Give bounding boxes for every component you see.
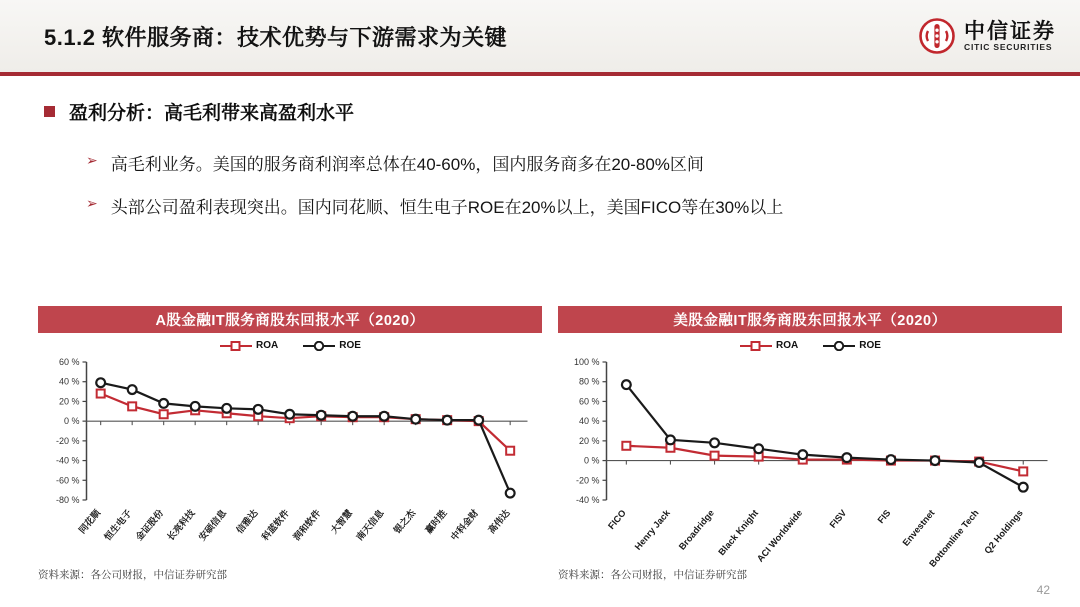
svg-text:-60 %: -60 % xyxy=(55,475,80,486)
svg-text:金证股份: 金证股份 xyxy=(133,507,166,543)
us-share-chart-card xyxy=(558,306,1062,569)
charts-row xyxy=(38,306,1062,569)
svg-text:40 %: 40 % xyxy=(578,416,600,427)
section-heading-text: 盈利分析：高毛利带来高盈利水平 xyxy=(69,103,355,124)
legend-item-roe xyxy=(822,340,881,351)
arrow-bullet-icon: ➢ xyxy=(86,195,98,211)
chart-title-banner: A股金融IT服务商股东回报水平（2020） xyxy=(38,306,542,333)
us-share-roa-roe-chart xyxy=(558,354,1062,569)
svg-text:Envestnet: Envestnet xyxy=(900,507,937,548)
svg-text:60 %: 60 % xyxy=(58,357,80,367)
svg-text:100 %: 100 % xyxy=(573,357,600,367)
svg-text:大智慧: 大智慧 xyxy=(328,507,355,536)
bullet-item-text: 高毛利业务。美国的服务商利润率总体在40-60%，国内服务商多在20-80%区间 xyxy=(110,155,704,174)
roe-marker-icon xyxy=(822,341,856,351)
svg-text:长亮科技: 长亮科技 xyxy=(165,507,197,543)
svg-text:赢时胜: 赢时胜 xyxy=(423,507,449,536)
svg-text:信雅达: 信雅达 xyxy=(234,507,260,536)
svg-text:60 %: 60 % xyxy=(578,396,600,407)
roa-marker-icon xyxy=(739,341,773,351)
svg-text:同花顺: 同花顺 xyxy=(76,507,103,536)
svg-text:安硕信息: 安硕信息 xyxy=(196,507,229,543)
svg-text:40 %: 40 % xyxy=(58,376,80,387)
svg-text:-40 %: -40 % xyxy=(575,495,600,505)
svg-text:-20 %: -20 % xyxy=(55,435,80,446)
arrow-bullet-icon: ➢ xyxy=(86,152,98,168)
svg-text:Henry Jack: Henry Jack xyxy=(632,507,672,552)
svg-text:科蓝软件: 科蓝软件 xyxy=(259,507,292,543)
chart-legend xyxy=(38,340,542,351)
legend-label: ROA xyxy=(256,340,279,351)
svg-text:Broadridge: Broadridge xyxy=(676,507,717,552)
svg-text:Bottomline Tech: Bottomline Tech xyxy=(927,507,981,569)
svg-text:-40 %: -40 % xyxy=(55,455,80,466)
source-note-left: 资料来源：各公司财报，中信证券研究部 xyxy=(38,569,227,581)
legend-label: ROA xyxy=(776,340,799,351)
svg-text:恒生电子: 恒生电子 xyxy=(102,507,134,543)
a-share-chart-card xyxy=(38,306,542,560)
svg-text:ACI Worldwide: ACI Worldwide xyxy=(755,507,805,564)
svg-text:润和软件: 润和软件 xyxy=(291,507,323,543)
svg-text:0 %: 0 % xyxy=(583,455,600,466)
svg-text:-80 %: -80 % xyxy=(55,495,80,505)
legend-label: ROE xyxy=(339,340,361,351)
svg-text:0 %: 0 % xyxy=(63,416,80,427)
legend-item-roa xyxy=(739,340,798,351)
bullet-section xyxy=(44,98,1050,227)
slide-header xyxy=(0,0,1080,76)
roe-marker-icon xyxy=(302,341,336,351)
svg-text:中科金财: 中科金财 xyxy=(448,507,481,543)
svg-text:FIS: FIS xyxy=(875,507,893,526)
bullet-item xyxy=(44,141,1050,184)
a-share-roa-roe-chart xyxy=(38,354,542,560)
legend-item-roa xyxy=(219,340,278,351)
page-title: 5.1.2 软件服务商：技术优势与下游需求为关键 xyxy=(44,24,508,50)
svg-text:银之杰: 银之杰 xyxy=(391,507,418,536)
svg-text:高伟达: 高伟达 xyxy=(486,507,512,536)
page-number: 42 xyxy=(1036,583,1050,597)
svg-text:80 %: 80 % xyxy=(578,376,600,387)
citic-logo xyxy=(918,17,1056,55)
svg-text:Q2 Holdings: Q2 Holdings xyxy=(982,507,1025,556)
svg-text:FISV: FISV xyxy=(827,507,849,530)
svg-text:20 %: 20 % xyxy=(578,435,600,446)
chart-title-banner: 美股金融IT服务商股东回报水平（2020） xyxy=(558,306,1062,333)
section-heading xyxy=(44,98,1050,125)
sources-row xyxy=(38,567,1062,582)
legend-item-roe xyxy=(302,340,361,351)
logo-name-en: CITIC SECURITIES xyxy=(964,42,1053,53)
svg-text:FICO: FICO xyxy=(606,507,628,532)
chart-legend xyxy=(558,340,1062,351)
svg-text:南天信息: 南天信息 xyxy=(354,507,386,543)
legend-label: ROE xyxy=(859,340,881,351)
source-note-right: 资料来源：各公司财报，中信证券研究部 xyxy=(558,569,747,581)
logo-name-zh: 中信证券 xyxy=(964,19,1056,44)
citic-logo-icon xyxy=(918,17,956,55)
bullet-item xyxy=(44,184,1050,227)
square-bullet-icon xyxy=(44,106,55,117)
roa-marker-icon xyxy=(219,341,253,351)
svg-text:20 %: 20 % xyxy=(58,396,80,407)
svg-text:-20 %: -20 % xyxy=(575,475,600,486)
svg-text:Black Knight: Black Knight xyxy=(716,507,761,558)
bullet-item-text: 头部公司盈利表现突出。国内同花顺、恒生电子ROE在20%以上，美国FICO等在30%以上 xyxy=(110,198,784,217)
